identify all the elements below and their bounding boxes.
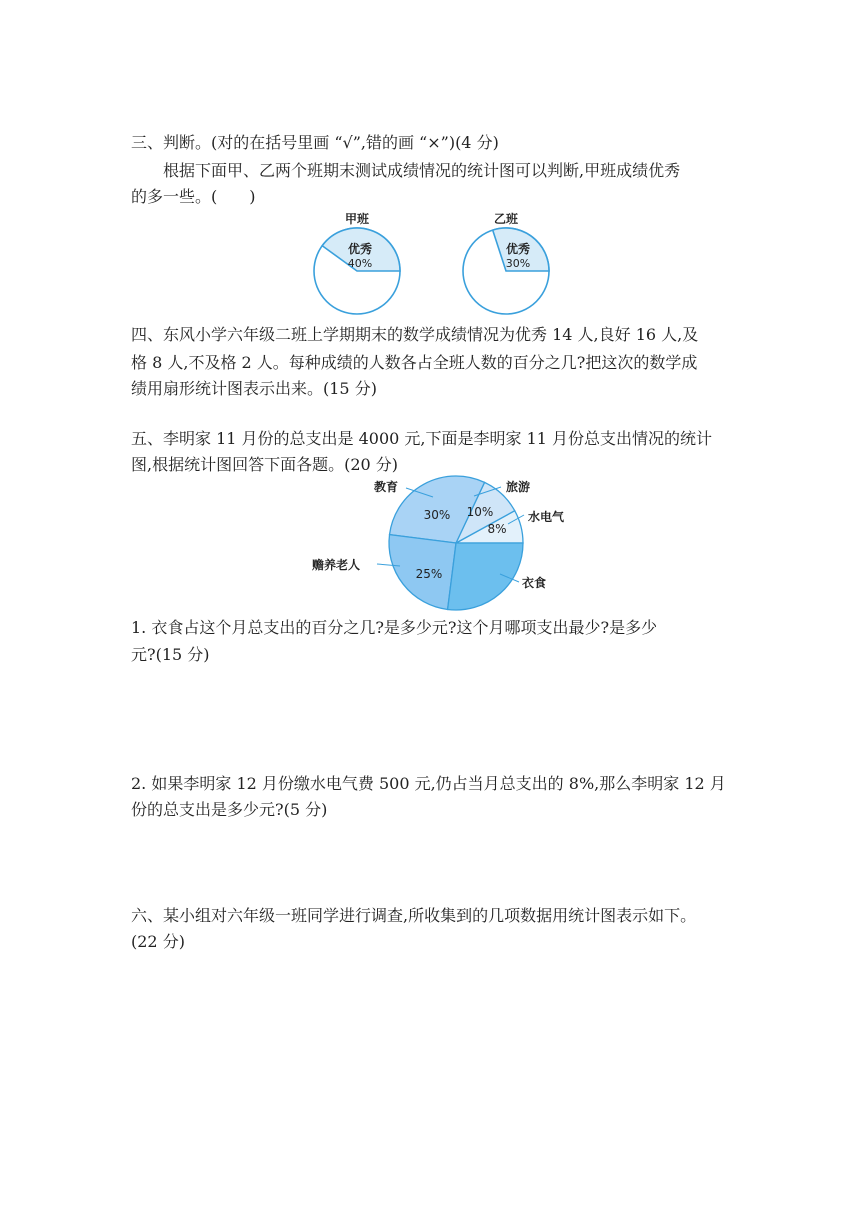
section3-title: 三、判断。(对的在括号里画 “√”,错的画 “×”)(4 分): [131, 133, 499, 152]
slice-value-utilities: 8%: [487, 522, 507, 536]
pie-chart-expenses: [300, 470, 600, 616]
chart-title-jia-ban: 甲班: [344, 212, 370, 226]
category-label-caring-elders: 赡养老人: [312, 558, 361, 572]
slice-label-excellent-yi-ban: 优秀: [505, 242, 531, 256]
slice-label-excellent-jia-ban: 优秀: [347, 242, 373, 256]
section5-line2: 图,根据统计图回答下面各题。(20 分): [131, 455, 399, 474]
category-label-food-clothing: 衣食: [522, 576, 547, 590]
pie-chart-jia-ban: [305, 208, 409, 318]
section3-question-line2: 的多一些。( ): [131, 187, 256, 206]
pie-chart-yi-ban: [454, 208, 558, 318]
section4-line2: 格 8 人,不及格 2 人。每种成绩的人数各占全班人数的百分之几?把这次的数学成: [131, 353, 698, 372]
section6-line2: (22 分): [131, 932, 185, 951]
q2-line1: 2. 如果李明家 12 月份缴水电气费 500 元,仍占当月总支出的 8%,那么李明家 12 月: [131, 774, 726, 793]
section4-line1: 四、东风小学六年级二班上学期期末的数学成绩情况为优秀 14 人,良好 16 人,及: [131, 325, 699, 344]
pie-slice-food-clothing: [448, 543, 523, 610]
category-label-education: 教育: [374, 480, 399, 494]
section6-line1: 六、某小组对六年级一班同学进行调查,所收集到的几项数据用统计图表示如下。: [131, 906, 697, 925]
q1-line2: 元?(15 分): [131, 645, 210, 664]
slice-value-caring-elders: 25%: [415, 567, 443, 581]
section3-question-line1: 根据下面甲、乙两个班期末测试成绩情况的统计图可以判断,甲班成绩优秀: [163, 161, 681, 180]
slice-value-education: 30%: [423, 508, 451, 522]
category-label-travel: 旅游: [506, 480, 531, 494]
section5-line1: 五、李明家 11 月份的总支出是 4000 元,下面是李明家 11 月份总支出情况的统计: [131, 429, 713, 448]
slice-value-excellent-yi-ban: 30%: [505, 257, 531, 270]
section4-line3: 绩用扇形统计图表示出来。(15 分): [131, 379, 377, 398]
category-label-utilities: 水电气: [528, 510, 565, 524]
q2-line2: 份的总支出是多少元?(5 分): [131, 800, 328, 819]
chart-title-yi-ban: 乙班: [493, 212, 519, 226]
slice-value-excellent-jia-ban: 40%: [347, 257, 373, 270]
slice-value-travel: 10%: [466, 505, 494, 519]
q1-line1: 1. 衣食占这个月总支出的百分之几?是多少元?这个月哪项支出最少?是多少: [131, 618, 658, 637]
